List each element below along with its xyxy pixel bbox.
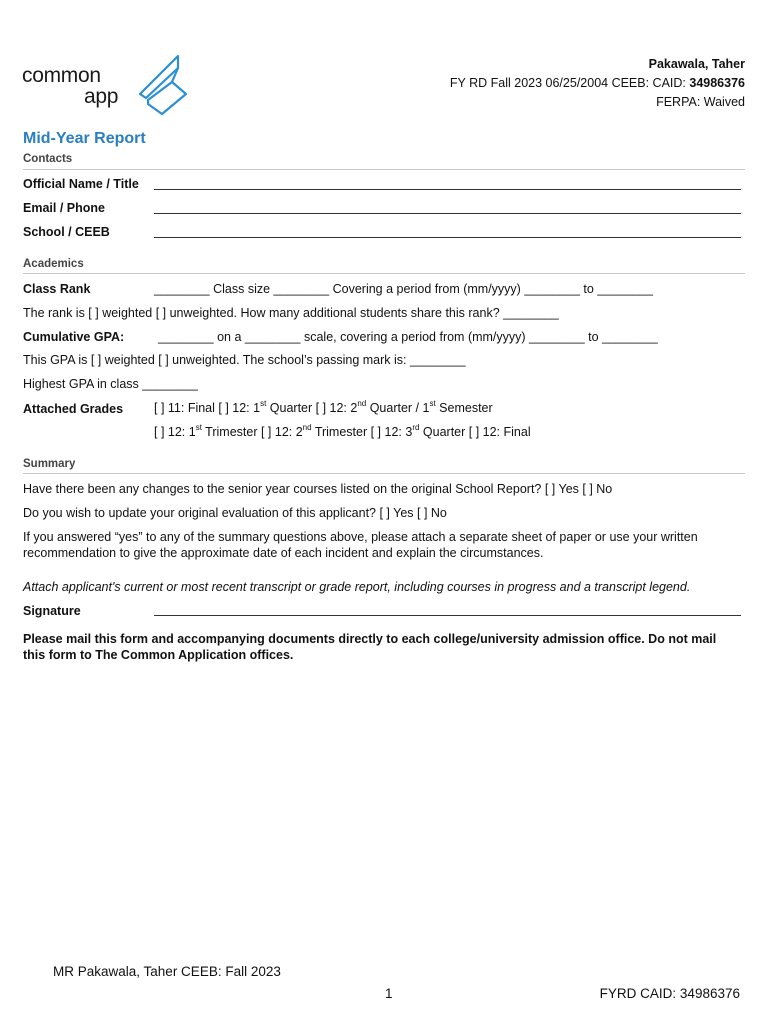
common-app-logo xyxy=(22,54,182,118)
ordinal-suffix: rd xyxy=(412,423,420,432)
summary-note: If you answered “yes” to any of the summary questions above, please attach a separate sheet of paper or use your written recommendation to give the approximate date of each incident and explain the circumstances. xyxy=(23,530,698,560)
field-label: Attached Grades xyxy=(23,402,124,416)
signature-label xyxy=(23,603,81,619)
applicant-name: Pakawala, Taher xyxy=(648,57,745,71)
page-title: Mid-Year Report xyxy=(23,130,146,147)
field-label: Email / Phone xyxy=(23,201,105,215)
grade-option-text: Semester xyxy=(435,401,493,415)
page-number: 1 xyxy=(385,986,393,1001)
applicant-details xyxy=(450,74,745,93)
grade-option-text: [ ] 12: 1 xyxy=(154,425,196,439)
field-label: Official Name / Title xyxy=(23,177,139,191)
attached-grades-row-1[interactable] xyxy=(154,400,493,416)
school-ceeb-label xyxy=(23,224,110,240)
section-contacts-label: Contacts xyxy=(23,153,73,165)
summary-question-1[interactable]: Have there been any changes to the senior year courses listed on the original School Report? [ ] Yes [ ] No xyxy=(23,482,613,496)
applicant-header xyxy=(450,55,745,112)
cumulative-gpa-fields[interactable]: ________ on a ________ scale, covering a period from (mm/yyyy) ________ to ________ xyxy=(158,330,658,344)
grade-option-text: Quarter / 1 xyxy=(366,401,430,415)
school-ceeb-input-line[interactable] xyxy=(154,225,741,238)
ordinal-suffix: st xyxy=(429,399,436,408)
email-phone-input-line[interactable] xyxy=(154,201,741,214)
field-label: Cumulative GPA: xyxy=(23,330,125,344)
ordinal-suffix: st xyxy=(260,399,267,408)
applicant-caid: 34986376 xyxy=(689,76,745,90)
field-label: School / CEEB xyxy=(23,225,110,239)
grade-option-text: Trimester [ ] 12: 3 xyxy=(311,425,413,439)
footer-left: MR Pakawala, Taher CEEB: Fall 2023 xyxy=(53,964,281,979)
summary-question-2[interactable]: Do you wish to update your original evaluation of this applicant? [ ] Yes [ ] No xyxy=(23,506,447,520)
official-name-input-line[interactable] xyxy=(154,177,741,190)
attached-grades-row-2[interactable] xyxy=(154,424,531,440)
cumulative-gpa-label xyxy=(23,329,124,345)
grade-option-text: Quarter [ ] 12: Final xyxy=(419,425,531,439)
mail-notice: Please mail this form and accompanying documents directly to each college/university admission office. Do not mail this form to The Common Application offices. xyxy=(23,632,717,662)
ordinal-suffix: nd xyxy=(357,399,367,408)
field-label: Class Rank xyxy=(23,282,91,296)
signature-input-line[interactable] xyxy=(154,603,741,616)
field-label: Signature xyxy=(23,604,81,618)
footer-right: FYRD CAID: 34986376 xyxy=(599,986,740,1001)
class-rank-fields[interactable]: ________ Class size ________ Covering a period from (mm/yyyy) ________ to ________ xyxy=(154,282,653,296)
official-name-label xyxy=(23,176,139,192)
ferpa-status: FERPA: Waived xyxy=(656,95,745,109)
logo-text-app: app xyxy=(84,85,119,108)
attached-grades-label xyxy=(23,401,123,417)
grade-option-text: Trimester [ ] 12: 2 xyxy=(201,425,303,439)
class-rank-label xyxy=(23,281,90,297)
section-divider xyxy=(23,169,745,170)
grade-option-text: [ ] 11: Final [ ] 12: 1 xyxy=(154,401,261,415)
section-academics-label: Academics xyxy=(23,258,84,270)
section-divider xyxy=(23,473,745,474)
applicant-details-prefix: FY RD Fall 2023 06/25/2004 CEEB: CAID: xyxy=(449,76,690,90)
grade-option-text: Quarter [ ] 12: 2 xyxy=(266,401,358,415)
highest-gpa-line[interactable]: Highest GPA in class ________ xyxy=(23,377,198,391)
transcript-instruction: Attach applicant's current or most recent transcript or grade report, including courses in progress and a transcript legend. xyxy=(23,580,691,594)
section-summary-label: Summary xyxy=(23,458,76,470)
section-divider xyxy=(23,273,745,274)
email-phone-label xyxy=(23,200,105,216)
ordinal-suffix: st xyxy=(195,423,202,432)
ordinal-suffix: nd xyxy=(302,423,312,432)
logo-text-common: common xyxy=(22,64,101,87)
common-app-mark-icon xyxy=(134,54,194,118)
rank-weighting-line[interactable]: The rank is [ ] weighted [ ] unweighted. How many additional students share this rank? ________ xyxy=(23,306,559,320)
gpa-weighting-line[interactable]: This GPA is [ ] weighted [ ] unweighted. The school’s passing mark is: ________ xyxy=(23,353,466,367)
